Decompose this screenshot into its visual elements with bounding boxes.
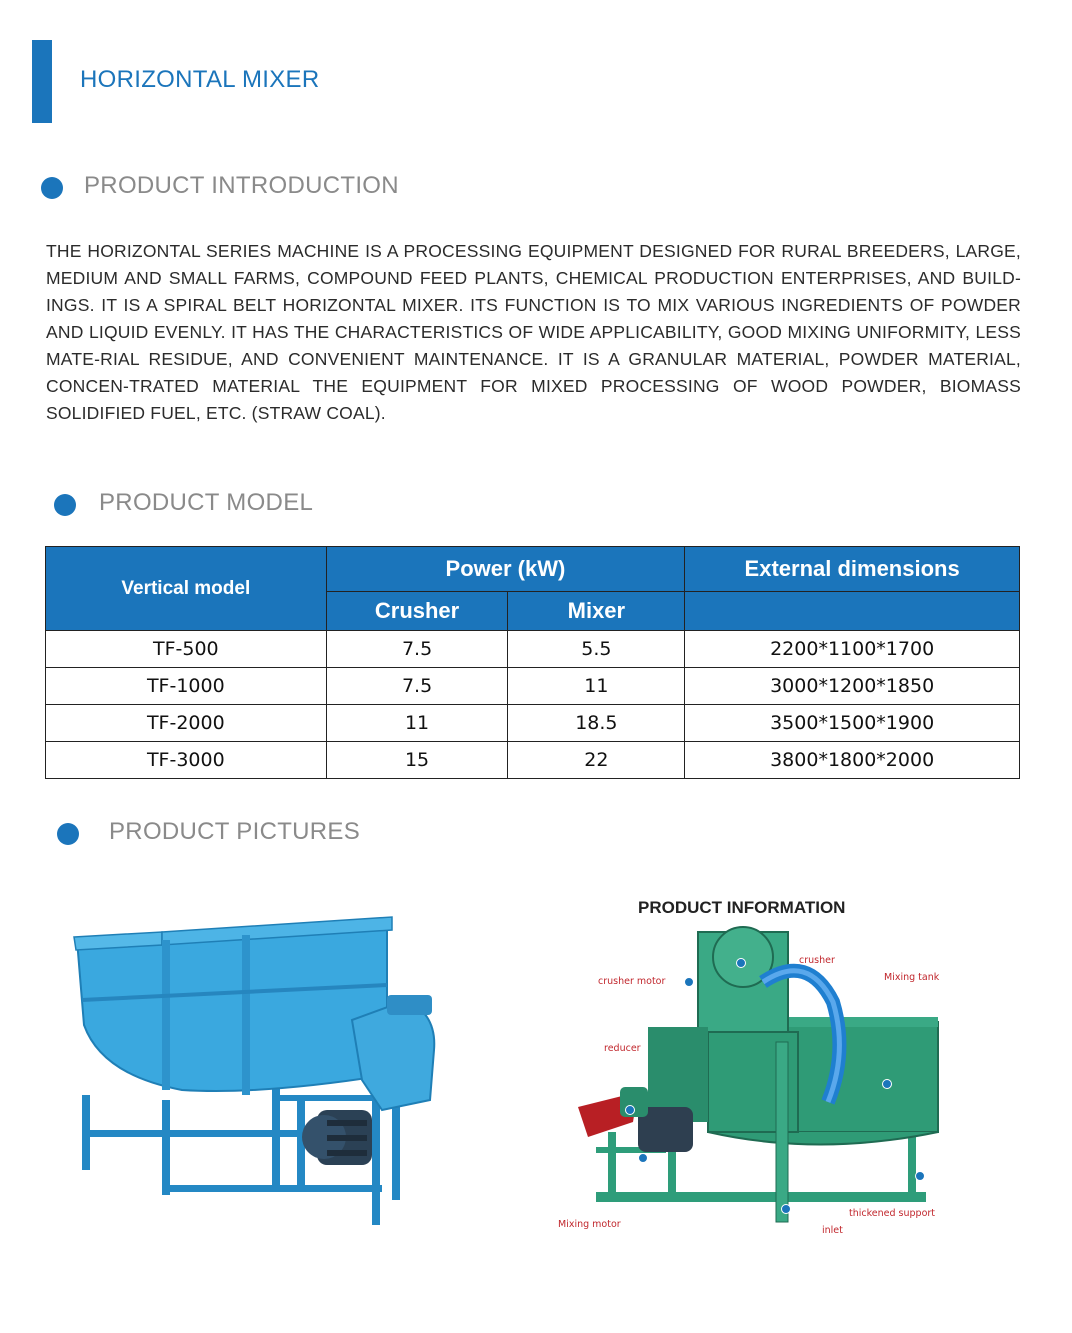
pointer-dot-icon <box>736 958 746 968</box>
pointer-dot-icon <box>684 977 694 987</box>
table-row <box>46 668 1020 705</box>
cell-mixer: 22 <box>508 742 685 779</box>
pointer-dot-icon <box>638 1153 648 1163</box>
label-crusher-motor: crusher motor <box>598 976 666 987</box>
cell-model: TF-3000 <box>46 742 327 779</box>
section-bullet-icon <box>57 823 79 845</box>
cell-mixer: 18.5 <box>508 705 685 742</box>
label-mixing-tank: Mixing tank <box>884 972 940 983</box>
section-bullet-icon <box>41 177 63 199</box>
section-title-introduction: PRODUCT INTRODUCTION <box>84 172 399 199</box>
label-reducer: reducer <box>604 1043 641 1054</box>
label-thickened-support: thickened support <box>849 1208 936 1219</box>
section-title-pictures: PRODUCT PICTURES <box>109 818 361 845</box>
table-row <box>46 742 1020 779</box>
product-information-title: PRODUCT INFORMATION <box>638 898 846 917</box>
cell-dimensions: 3500*1500*1900 <box>685 705 1020 742</box>
pointer-dot-icon <box>882 1079 892 1089</box>
horizontal-mixer-photo <box>62 905 452 1250</box>
label-mixing-motor: Mixing motor <box>558 1219 621 1230</box>
cell-model: TF-1000 <box>46 668 327 705</box>
cell-mixer: 5.5 <box>508 631 685 668</box>
model-table <box>45 546 1020 779</box>
introduction-paragraph: THE HORIZONTAL SERIES MACHINE IS A PROCESSING EQUIPMENT DESIGNED FOR RURAL BREEDERS, LARGE, MEDIUM AND SMALL FARMS, COMPOUND FEED PLANTS, CHEMICAL PRODUCTION ENTERPRISES, AND BUILD-INGS. IT IS A SPIRAL BELT HORIZONTAL MIXER. ITS FUNCTION IS TO MIX VARIOUS INGREDIENTS OF POWDER AND LIQUID EVENLY. IT HAS THE CHARACTERISTICS OF WIDE APPLICABILITY, GOOD MIXING UNIFORMITY, LESS MATE-RIAL RESIDUE, AND CONVENIENT MAINTENANCE. IT IS A GRANULAR MATERIAL, POWDER MATERIAL, CONCEN-TRATED MATERIAL THE EQUIPMENT FOR MIXED PROCESSING OF WOOD POWDER, BIOMASS SOLIDIFIED FUEL, ETC. (STRAW COAL). <box>46 241 1021 423</box>
cell-crusher: 11 <box>326 705 508 742</box>
header-mixer: Mixer <box>508 592 685 631</box>
header-model: Vertical model <box>46 547 327 631</box>
cell-model: TF-2000 <box>46 705 327 742</box>
cell-dimensions: 3000*1200*1850 <box>685 668 1020 705</box>
section-bullet-icon <box>54 494 76 516</box>
header-dimensions-empty <box>685 592 1020 631</box>
page-title: HORIZONTAL MIXER <box>80 66 320 93</box>
cell-crusher: 15 <box>326 742 508 779</box>
pointer-dot-icon <box>781 1204 791 1214</box>
cell-crusher: 7.5 <box>326 631 508 668</box>
header-crusher: Crusher <box>326 592 508 631</box>
table-row <box>46 631 1020 668</box>
cell-dimensions: 2200*1100*1700 <box>685 631 1020 668</box>
header-power: Power (kW) <box>326 547 685 592</box>
section-title-model: PRODUCT MODEL <box>99 489 314 516</box>
table-row <box>46 705 1020 742</box>
label-crusher: crusher <box>799 955 835 966</box>
cell-dimensions: 3800*1800*2000 <box>685 742 1020 779</box>
label-inlet: inlet <box>822 1225 843 1236</box>
cell-crusher: 7.5 <box>326 668 508 705</box>
title-accent-bar <box>32 40 52 123</box>
cell-mixer: 11 <box>508 668 685 705</box>
product-information-diagram <box>548 892 968 1242</box>
pointer-dot-icon <box>915 1171 925 1181</box>
header-dimensions: External dimensions <box>685 547 1020 592</box>
pointer-dot-icon <box>625 1105 635 1115</box>
cell-model: TF-500 <box>46 631 327 668</box>
